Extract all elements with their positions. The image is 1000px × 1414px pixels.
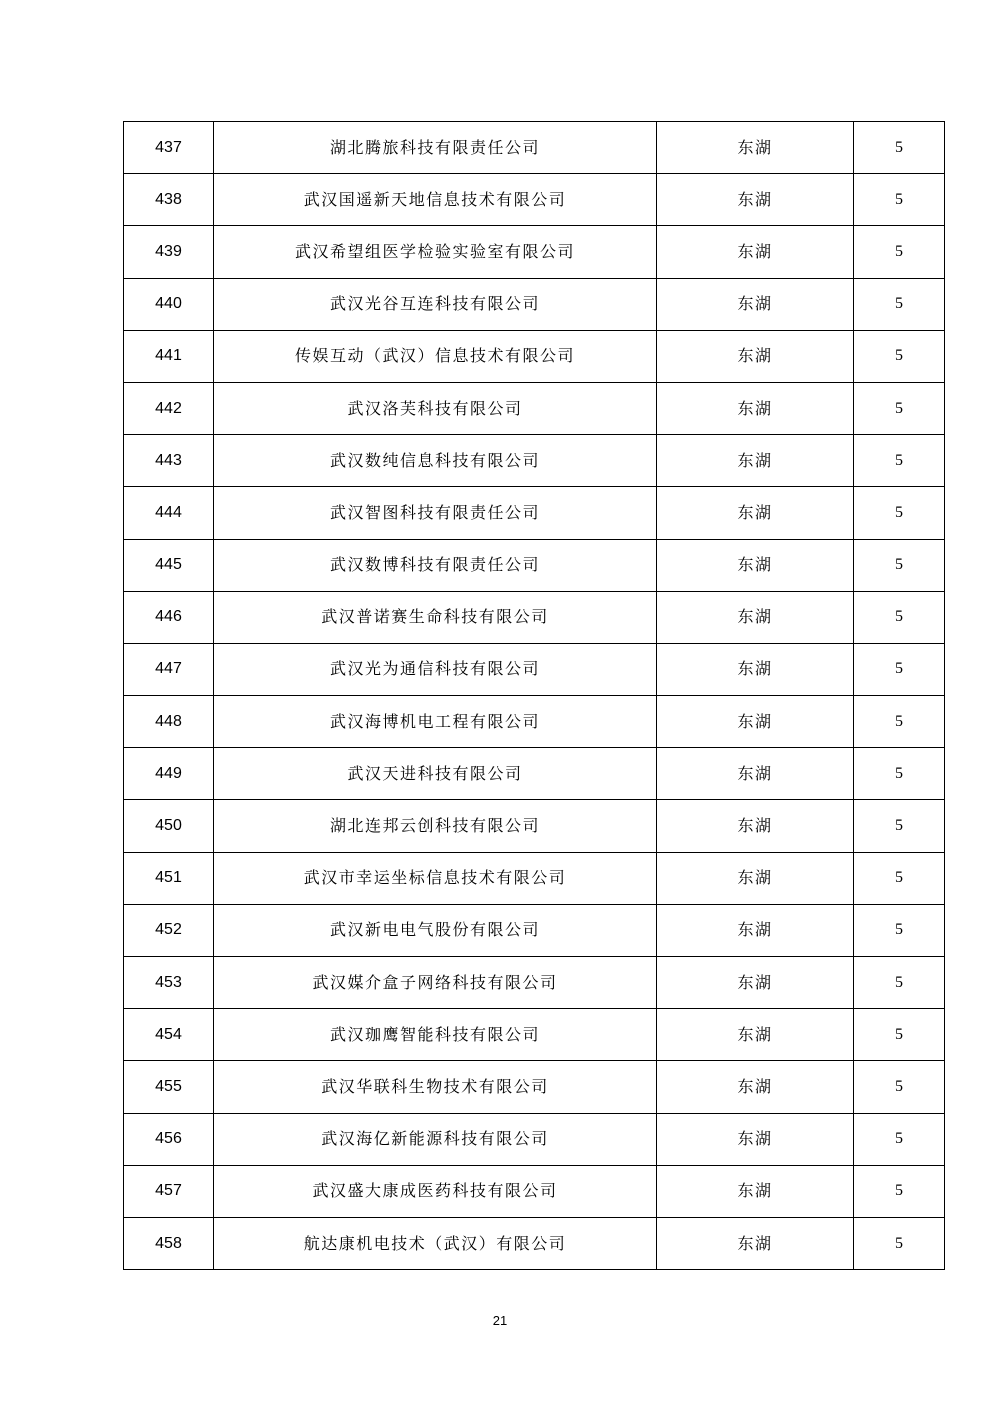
score-cell: 5 (854, 487, 945, 539)
district-cell: 东湖 (657, 435, 854, 487)
row-number-cell: 449 (124, 748, 214, 800)
district-cell: 东湖 (657, 278, 854, 330)
score-cell: 5 (854, 748, 945, 800)
company-name-cell: 武汉希望组医学检验实验室有限公司 (214, 226, 657, 278)
row-number-cell: 444 (124, 487, 214, 539)
company-name-cell: 武汉盛大康成医药科技有限公司 (214, 1165, 657, 1217)
table-row (124, 643, 945, 695)
district-cell: 东湖 (657, 904, 854, 956)
district-cell: 东湖 (657, 226, 854, 278)
district-cell: 东湖 (657, 330, 854, 382)
district-cell: 东湖 (657, 1061, 854, 1113)
company-name-cell: 航达康机电技术（武汉）有限公司 (214, 1217, 657, 1269)
table-row (124, 957, 945, 1009)
table-row (124, 1009, 945, 1061)
company-name-cell: 传娱互动（武汉）信息技术有限公司 (214, 330, 657, 382)
table-row (124, 539, 945, 591)
score-cell: 5 (854, 1061, 945, 1113)
row-number-cell: 439 (124, 226, 214, 278)
row-number-cell: 457 (124, 1165, 214, 1217)
table-row (124, 696, 945, 748)
row-number-cell: 440 (124, 278, 214, 330)
table-row (124, 174, 945, 226)
district-cell: 东湖 (657, 1113, 854, 1165)
table-row (124, 435, 945, 487)
score-cell: 5 (854, 696, 945, 748)
company-name-cell: 武汉媒介盒子网络科技有限公司 (214, 957, 657, 1009)
company-name-cell: 武汉国遥新天地信息技术有限公司 (214, 174, 657, 226)
company-name-cell: 武汉市幸运坐标信息技术有限公司 (214, 852, 657, 904)
score-cell: 5 (854, 591, 945, 643)
table-row (124, 852, 945, 904)
score-cell: 5 (854, 435, 945, 487)
row-number-cell: 454 (124, 1009, 214, 1061)
score-cell: 5 (854, 278, 945, 330)
score-cell: 5 (854, 1009, 945, 1061)
district-cell: 东湖 (657, 591, 854, 643)
score-cell: 5 (854, 539, 945, 591)
district-cell: 东湖 (657, 1217, 854, 1269)
company-name-cell: 武汉天进科技有限公司 (214, 748, 657, 800)
table-row (124, 382, 945, 434)
table-row (124, 1113, 945, 1165)
district-cell: 东湖 (657, 643, 854, 695)
row-number-cell: 445 (124, 539, 214, 591)
score-cell: 5 (854, 226, 945, 278)
table-row (124, 278, 945, 330)
score-cell: 5 (854, 382, 945, 434)
company-name-cell: 武汉数纯信息科技有限公司 (214, 435, 657, 487)
company-name-cell: 湖北连邦云创科技有限公司 (214, 800, 657, 852)
table-row (124, 226, 945, 278)
company-name-cell: 武汉海博机电工程有限公司 (214, 696, 657, 748)
row-number-cell: 456 (124, 1113, 214, 1165)
district-cell: 东湖 (657, 1165, 854, 1217)
row-number-cell: 447 (124, 643, 214, 695)
district-cell: 东湖 (657, 122, 854, 174)
table-row (124, 1217, 945, 1269)
table-row (124, 330, 945, 382)
company-name-cell: 武汉普诺赛生命科技有限公司 (214, 591, 657, 643)
row-number-cell: 451 (124, 852, 214, 904)
table-row (124, 748, 945, 800)
company-name-cell: 武汉海亿新能源科技有限公司 (214, 1113, 657, 1165)
score-cell: 5 (854, 1217, 945, 1269)
district-cell: 东湖 (657, 852, 854, 904)
company-name-cell: 武汉数博科技有限责任公司 (214, 539, 657, 591)
score-cell: 5 (854, 852, 945, 904)
company-name-cell: 武汉洛芙科技有限公司 (214, 382, 657, 434)
row-number-cell: 455 (124, 1061, 214, 1113)
company-name-cell: 武汉新电电气股份有限公司 (214, 904, 657, 956)
district-cell: 东湖 (657, 957, 854, 1009)
table-row (124, 487, 945, 539)
district-cell: 东湖 (657, 1009, 854, 1061)
row-number-cell: 437 (124, 122, 214, 174)
table-row (124, 1061, 945, 1113)
row-number-cell: 452 (124, 904, 214, 956)
company-name-cell: 武汉珈鹰智能科技有限公司 (214, 1009, 657, 1061)
table-row (124, 1165, 945, 1217)
table-row (124, 591, 945, 643)
score-cell: 5 (854, 174, 945, 226)
row-number-cell: 438 (124, 174, 214, 226)
row-number-cell: 441 (124, 330, 214, 382)
score-cell: 5 (854, 122, 945, 174)
row-number-cell: 453 (124, 957, 214, 1009)
score-cell: 5 (854, 904, 945, 956)
company-name-cell: 武汉光谷互连科技有限公司 (214, 278, 657, 330)
table-body (124, 122, 945, 1270)
district-cell: 东湖 (657, 800, 854, 852)
district-cell: 东湖 (657, 487, 854, 539)
row-number-cell: 448 (124, 696, 214, 748)
score-cell: 5 (854, 957, 945, 1009)
row-number-cell: 458 (124, 1217, 214, 1269)
district-cell: 东湖 (657, 174, 854, 226)
company-name-cell: 湖北腾旅科技有限责任公司 (214, 122, 657, 174)
company-name-cell: 武汉华联科生物技术有限公司 (214, 1061, 657, 1113)
table-row (124, 800, 945, 852)
row-number-cell: 442 (124, 382, 214, 434)
table-row (124, 122, 945, 174)
score-cell: 5 (854, 330, 945, 382)
score-cell: 5 (854, 1165, 945, 1217)
district-cell: 东湖 (657, 382, 854, 434)
score-cell: 5 (854, 643, 945, 695)
page-number: 21 (492, 1313, 508, 1328)
district-cell: 东湖 (657, 696, 854, 748)
row-number-cell: 450 (124, 800, 214, 852)
district-cell: 东湖 (657, 539, 854, 591)
company-name-cell: 武汉智图科技有限责任公司 (214, 487, 657, 539)
company-list-table (123, 121, 945, 1270)
company-name-cell: 武汉光为通信科技有限公司 (214, 643, 657, 695)
table-row (124, 904, 945, 956)
score-cell: 5 (854, 1113, 945, 1165)
score-cell: 5 (854, 800, 945, 852)
district-cell: 东湖 (657, 748, 854, 800)
row-number-cell: 446 (124, 591, 214, 643)
row-number-cell: 443 (124, 435, 214, 487)
